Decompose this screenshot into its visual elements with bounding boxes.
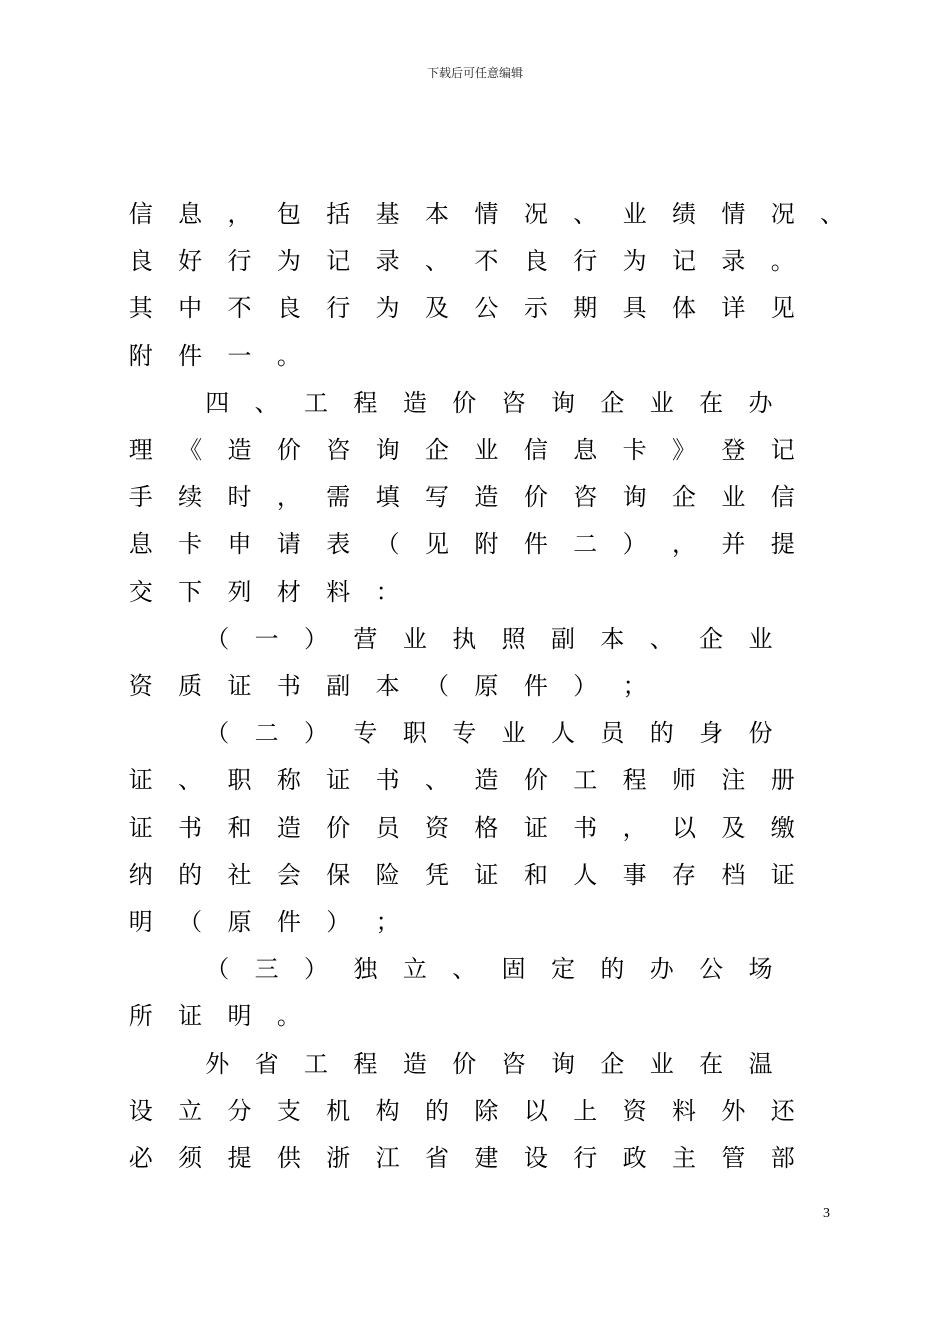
text-line: 明 （ 原 件 ） ； bbox=[128, 908, 400, 936]
text-line: 交 下 列 材 料 ： bbox=[128, 577, 400, 606]
text-line: （ 一 ） 营 业 执 照 副 本 、 企 业 bbox=[205, 624, 773, 653]
text-line: 四 、 工 程 造 价 咨 询 企 业 在 办 bbox=[205, 388, 773, 417]
text-line: 证 书 和 造 价 员 资 格 证 书 ， 以 及 缴 bbox=[128, 813, 795, 842]
page-number: 3 bbox=[823, 1206, 830, 1221]
text-line: 所 证 明 。 bbox=[128, 1002, 301, 1031]
text-line: 附 件 一 。 bbox=[128, 341, 301, 370]
text-line: 资 质 证 书 副 本 （ 原 件 ） ； bbox=[128, 672, 647, 700]
text-line: 设 立 分 支 机 构 的 除 以 上 资 料 外 还 bbox=[128, 1096, 795, 1125]
text-line: 外 省 工 程 造 价 咨 询 企 业 在 温 bbox=[205, 1049, 773, 1078]
text-line: 理 《 造 价 咨 询 企 业 信 息 卡 》 登 记 bbox=[128, 436, 795, 464]
text-line: 纳 的 社 会 保 险 凭 证 和 人 事 存 档 证 bbox=[128, 860, 795, 889]
page-header: 下载后可任意编辑 bbox=[426, 66, 523, 80]
text-line: 其 中 不 良 行 为 及 公 示 期 具 体 详 见 bbox=[128, 294, 795, 323]
text-line: 信 息 ， 包 括 基 本 情 况 、 业 绩 情 况 、 bbox=[128, 200, 845, 228]
text-line: 证 、 职 称 证 书 、 造 价 工 程 师 注 册 bbox=[128, 766, 795, 795]
text-line: （ 三 ） 独 立 、 固 定 的 办 公 场 bbox=[205, 955, 773, 984]
text-line: 手 续 时 ， 需 填 写 造 价 咨 询 企 业 信 bbox=[128, 483, 795, 512]
text-line: 良 好 行 为 记 录 、 不 良 行 为 记 录 。 bbox=[128, 247, 795, 276]
text-line: 息 卡 申 请 表 （ 见 附 件 二 ） ， 并 提 bbox=[128, 530, 795, 559]
text-line: 必 须 提 供 浙 江 省 建 设 行 政 主 管 部 bbox=[128, 1144, 795, 1172]
text-line: （ 二 ） 专 职 专 业 人 员 的 身 份 bbox=[205, 719, 773, 748]
